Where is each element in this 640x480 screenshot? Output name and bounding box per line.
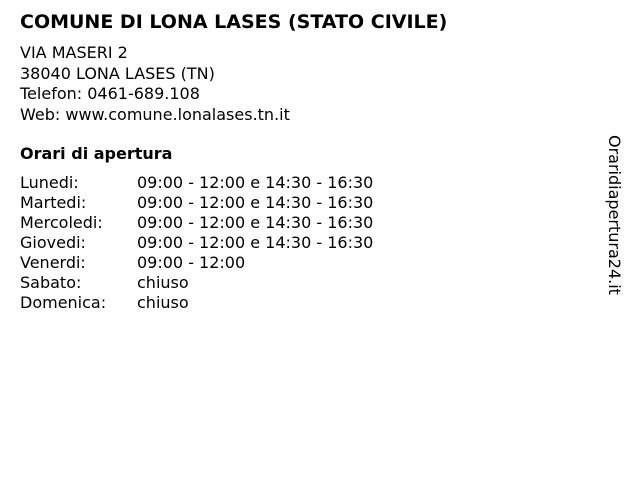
hours-row-giovedi [20, 233, 373, 253]
day-label: Martedi: [20, 193, 87, 212]
time-value: 09:00 - 12:00 e 14:30 - 16:30 [137, 193, 374, 212]
day-label: Sabato: [20, 273, 82, 292]
watermark-text: Oraridiapertura24.it [605, 135, 624, 295]
opening-hours-heading: Orari di apertura [20, 144, 173, 163]
street-address: VIA MASERI 2 [20, 43, 128, 62]
time-value: 09:00 - 12:00 e 14:30 - 16:30 [137, 233, 374, 252]
time-value: chiuso [137, 273, 189, 292]
hours-row-domenica [20, 293, 373, 313]
day-label: Lunedi: [20, 173, 79, 192]
hours-row-lunedi [20, 173, 373, 193]
address-block [20, 43, 290, 125]
day-label: Mercoledi: [20, 213, 103, 232]
day-label: Venerdi: [20, 253, 86, 272]
city-address: 38040 LONA LASES (TN) [20, 63, 215, 83]
phone-number: Telefon: 0461-689.108 [20, 84, 200, 103]
opening-hours-table [20, 173, 373, 313]
day-label: Giovedi: [20, 233, 86, 252]
time-value: 09:00 - 12:00 [137, 253, 246, 272]
time-value: 09:00 - 12:00 e 14:30 - 16:30 [137, 213, 374, 232]
time-value: 09:00 - 12:00 e 14:30 - 16:30 [137, 173, 374, 192]
hours-row-sabato [20, 273, 373, 293]
hours-row-venerdi [20, 253, 373, 273]
page-title: COMUNE DI LONA LASES (STATO CIVILE) [20, 11, 448, 33]
time-value: chiuso [137, 293, 189, 312]
hours-row-mercoledi [20, 213, 373, 233]
day-label: Domenica: [20, 293, 107, 312]
hours-row-martedi [20, 193, 373, 213]
website: Web: www.comune.lonalases.tn.it [20, 104, 290, 124]
